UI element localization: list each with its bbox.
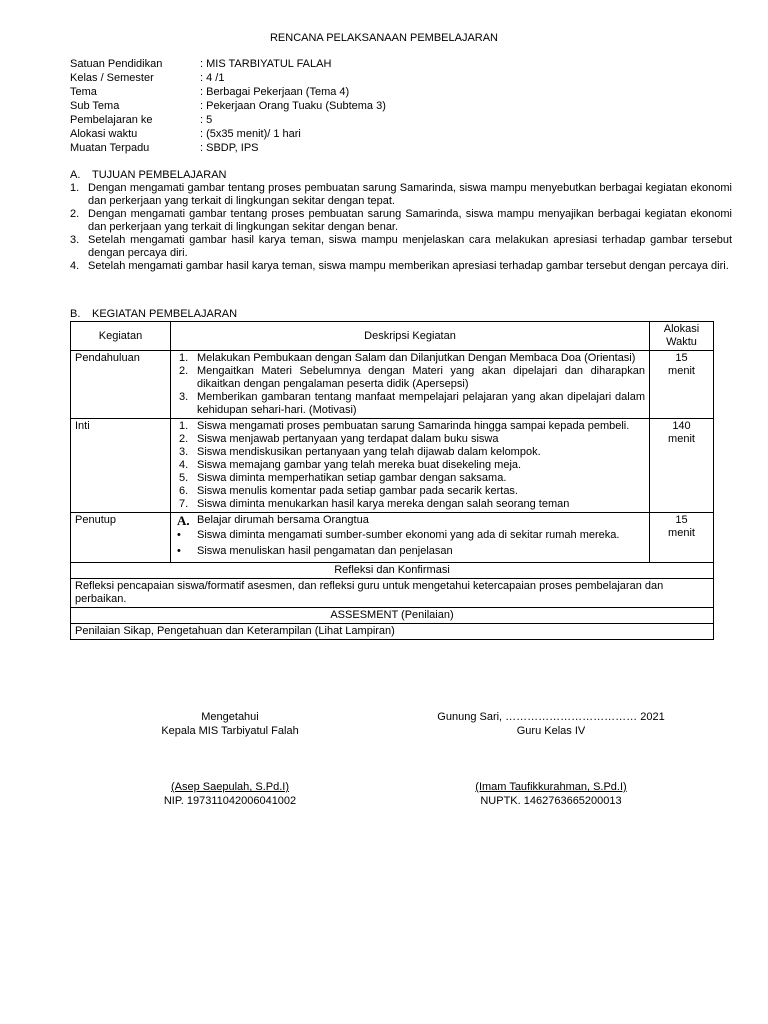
identity-label: Satuan Pendidikan: [70, 58, 163, 70]
section-letter: B.: [70, 308, 81, 320]
item-text: Setelah mengamati gambar hasil karya teman, siswa mampu memberikan apresiasi terhadap gambar tersebut dengan percaya diri.: [88, 260, 729, 272]
activity-description: [171, 351, 650, 419]
header-alokasi-line1: Alokasi: [663, 323, 700, 335]
step-number: 7.: [179, 498, 189, 510]
table-row: [71, 563, 714, 579]
item-text: Dengan mengamati gambar tentang proses pembuatan sarung Samarinda, siswa mampu menyebutkan berbagai kegiatan ekonomi dan perkerjaan yang terkait di lingkungan sekitar dengan tepat.: [88, 182, 732, 207]
step-item: [175, 472, 645, 485]
activity-time: [650, 513, 714, 563]
header-alokasi-line2: Waktu: [666, 336, 697, 348]
identity-row: [70, 58, 386, 72]
item-number: 1.: [70, 182, 80, 194]
section-title: TUJUAN PEMBELAJARAN: [92, 169, 227, 181]
step-list: [175, 514, 645, 561]
step-number: 6.: [179, 485, 189, 497]
objective-item: [70, 182, 732, 208]
step-number: 4.: [179, 459, 189, 471]
identity-value: : MIS TARBIYATUL FALAH: [200, 58, 332, 70]
identity-label: Kelas / Semester: [70, 72, 154, 84]
identity-label: Muatan Terpadu: [70, 142, 150, 154]
item-text: Dengan mengamati gambar tentang proses pembuatan sarung Samarinda, siswa mampu menyajikan berbagai kegiatan ekonomi dan perkerjaan yang terkait di lingkungan sekitar dengan benar.: [88, 208, 732, 233]
objective-item: [70, 234, 732, 260]
signatory-id: NIP. 197311042006041002: [163, 795, 297, 807]
identity-value: : SBDP, IPS: [200, 142, 259, 154]
step-text: Memberikan gambaran tentang manfaat mempelajari pelajaran yang akan dipelajari dalam kehidupan sehari-hari. (Motivasi): [197, 391, 645, 416]
step-list: [175, 352, 645, 417]
table-header-row: [71, 322, 714, 351]
signature-line1: Mengetahui: [201, 711, 259, 723]
activity-time: [650, 419, 714, 513]
assesment-heading: ASSESMENT (Penilaian): [71, 608, 714, 624]
step-number: 1.: [179, 420, 189, 432]
section-title: KEGIATAN PEMBELAJARAN: [92, 308, 238, 320]
document-title: RENCANA PELAKSANAAN PEMBELAJARAN: [269, 32, 499, 44]
step-text: Siswa diminta memperhatikan setiap gambar dengan saksama.: [197, 472, 507, 484]
signature-space: [130, 739, 330, 781]
identity-label: Tema: [70, 86, 97, 98]
step-list: [175, 420, 645, 511]
identity-row: [70, 142, 386, 156]
step-text: Siswa menulis komentar pada setiap gambar pada secarik kertas.: [197, 485, 518, 497]
step-text: Siswa memajang gambar yang telah mereka buat disekeling meja.: [197, 459, 522, 471]
identity-value: : Berbagai Pekerjaan (Tema 4): [200, 86, 350, 98]
table-row: [71, 579, 714, 608]
identity-value: : Pekerjaan Orang Tuaku (Subtema 3): [200, 100, 386, 112]
signature-right: [420, 711, 682, 809]
step-number: 2.: [179, 365, 189, 377]
time-unit: menit: [668, 433, 695, 445]
table-row: [71, 513, 714, 563]
bullet-icon: •: [177, 545, 181, 557]
time-value: 15: [675, 514, 688, 526]
time-value: 15: [675, 352, 688, 364]
identity-row: [70, 86, 386, 100]
objective-item: [70, 260, 732, 273]
signature-space: [420, 739, 682, 781]
step-item: [175, 498, 645, 511]
header-alokasi: [650, 322, 714, 351]
step-text: Siswa diminta mengamati sumber-sumber ekonomi yang ada di sekitar rumah mereka.: [197, 529, 620, 541]
activities-table: [70, 321, 714, 640]
signature-line2: Guru Kelas IV: [516, 725, 586, 737]
signatory-name: (Asep Saepulah, S.Pd.I): [170, 781, 289, 793]
step-item: [175, 391, 645, 417]
objective-item: [70, 208, 732, 234]
step-number: 3.: [179, 391, 189, 403]
item-number: 4.: [70, 260, 80, 272]
identity-value: : (5x35 menit)/ 1 hari: [200, 128, 301, 140]
step-number: 2.: [179, 433, 189, 445]
signature-line1: Gunung Sari, ……………………………… 2021: [437, 711, 665, 723]
step-item: [175, 365, 645, 391]
signature-left: [130, 711, 330, 809]
step-text: Siswa mengamati proses pembuatan sarung Samarinda hingga sampai kepada pembeli.: [197, 420, 630, 432]
step-text: Belajar dirumah bersama Orangtua: [197, 514, 369, 526]
step-item: [175, 485, 645, 498]
identity-row: [70, 128, 386, 142]
identity-value: : 5: [200, 114, 213, 126]
signatory-name: (Imam Taufikkurahman, S.Pd.I): [475, 781, 627, 793]
step-item: [175, 420, 645, 433]
identity-row: [70, 100, 386, 114]
identity-row: [70, 114, 386, 128]
activity-description: [171, 419, 650, 513]
step-number: A.: [177, 513, 190, 528]
signatory-id: NUPTK. 1462763665200013: [480, 795, 622, 807]
section-b-heading: [70, 308, 237, 321]
section-letter: A.: [70, 169, 81, 181]
time-unit: menit: [668, 365, 695, 377]
step-item: [175, 352, 645, 365]
table-row: [71, 351, 714, 419]
step-number: 5.: [179, 472, 189, 484]
time-unit: menit: [668, 527, 695, 539]
identity-label: Sub Tema: [70, 100, 120, 112]
step-item: [175, 459, 645, 472]
step-item: [175, 433, 645, 446]
item-number: 3.: [70, 234, 80, 246]
item-text: Setelah mengamati gambar hasil karya teman, siswa mampu menjelaskan cara melakukan apresiasi terhadap gambar tersebut dengan percaya diri.: [88, 234, 732, 259]
identity-label: Alokasi waktu: [70, 128, 138, 140]
step-text: Melakukan Pembukaan dengan Salam dan Dilanjutkan Dengan Membaca Doa (Orientasi): [197, 352, 636, 364]
step-item: [175, 545, 645, 561]
signature-line2: Kepala MIS Tarbiyatul Falah: [161, 725, 299, 737]
header-deskripsi: Deskripsi Kegiatan: [171, 322, 650, 351]
step-text: Siswa mendiskusikan pertanyaan yang telah dijawab dalam kelompok.: [197, 446, 541, 458]
identity-table: [70, 58, 386, 156]
section-a-heading: [70, 169, 226, 182]
refleksi-heading: Refleksi dan Konfirmasi: [71, 563, 714, 579]
assesment-text: Penilaian Sikap, Pengetahuan dan Keterampilan (Lihat Lampiran): [71, 624, 714, 640]
header-kegiatan: Kegiatan: [71, 322, 171, 351]
time-value: 140: [672, 420, 691, 432]
activity-time: [650, 351, 714, 419]
activity-name: Pendahuluan: [71, 351, 171, 419]
table-row: [71, 419, 714, 513]
table-row: [71, 624, 714, 640]
identity-value: : 4 /1: [200, 72, 225, 84]
identity-label: Pembelajaran ke: [70, 114, 153, 126]
step-item: [175, 514, 645, 529]
step-number: 1.: [179, 352, 189, 364]
activity-name: Penutup: [71, 513, 171, 563]
step-text: Mengaitkan Materi Sebelumnya dengan Materi yang akan dipelajari dan diharapkan dikaitkan dengan pengalaman peserta didik (Apersepsi): [197, 365, 645, 390]
step-number: 3.: [179, 446, 189, 458]
step-text: Siswa diminta menukarkan hasil karya mereka dengan salah seorang teman: [197, 498, 570, 510]
activity-description: [171, 513, 650, 563]
identity-row: [70, 72, 386, 86]
item-number: 2.: [70, 208, 80, 220]
step-item: [175, 446, 645, 459]
step-item: [175, 529, 645, 545]
activity-name: Inti: [71, 419, 171, 513]
bullet-icon: •: [177, 529, 181, 541]
step-text: Siswa menuliskan hasil pengamatan dan penjelasan: [197, 545, 453, 557]
objectives-list: [70, 182, 732, 273]
table-row: [71, 608, 714, 624]
refleksi-text: Refleksi pencapaian siswa/formatif asesmen, dan refleksi guru untuk mengetahui ketercapaian proses pembelajaran dan perbaikan.: [71, 579, 714, 608]
step-text: Siswa menjawab pertanyaan yang terdapat dalam buku siswa: [197, 433, 499, 445]
